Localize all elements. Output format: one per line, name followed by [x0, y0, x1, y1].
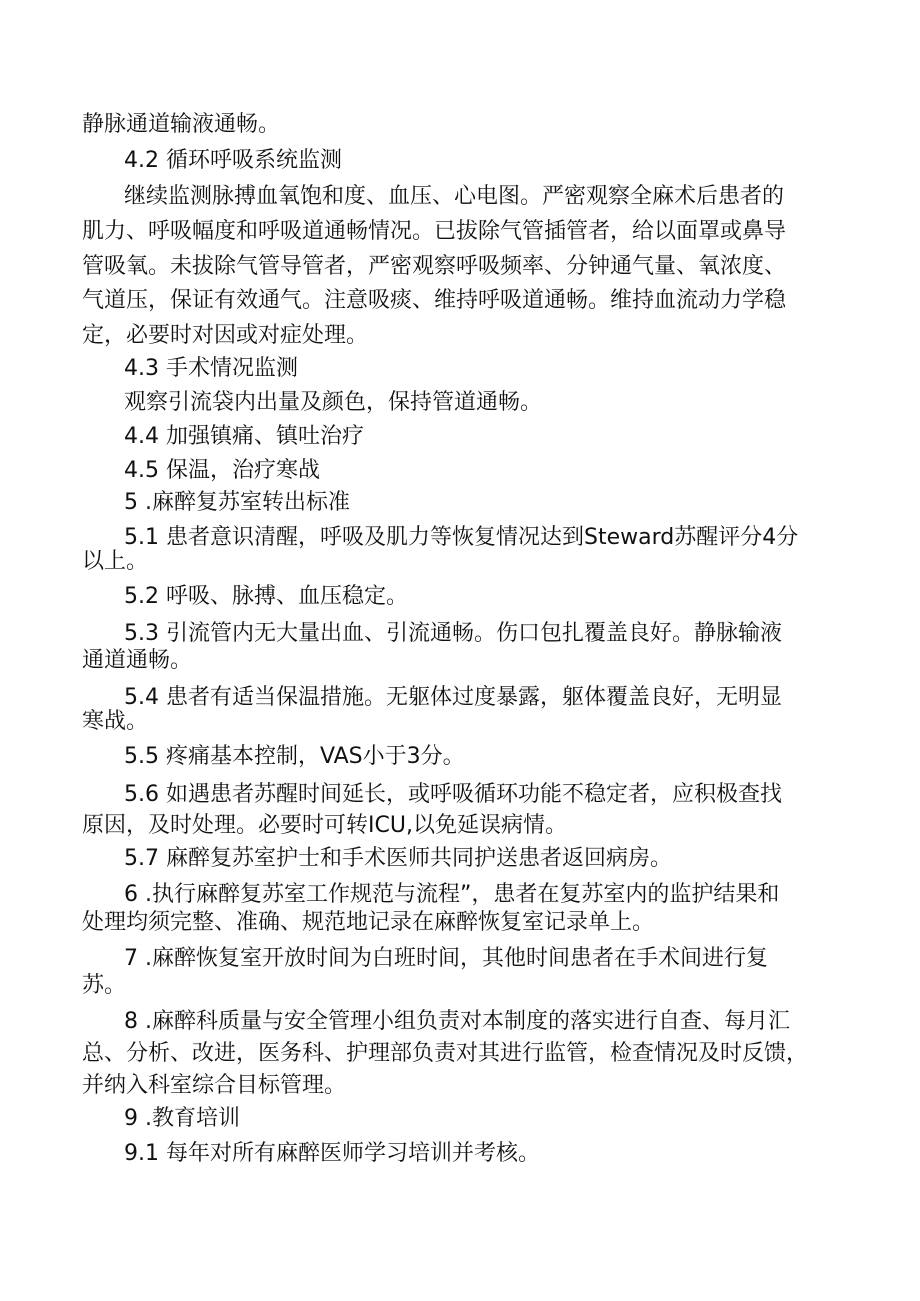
text-line: 9.1 每年对所有麻醉医师学习培训并考核。: [124, 1141, 540, 1166]
text-line: 通道通畅。: [82, 648, 193, 673]
text-line: 并纳入科室综合目标管理。: [82, 1073, 347, 1098]
text-line: 肌力、呼吸幅度和呼吸道通畅情况。已拔除气管插管者，给以面罩或鼻导: [82, 219, 787, 244]
text-line: 5.6 如遇患者苏醒时间延长，或呼吸循环功能不稳定者，应积极查找: [124, 782, 782, 807]
text-line: 继续监测脉搏血氧饱和度、血压、心电图。严密观察全麻术后患者的: [124, 184, 785, 209]
text-line: 苏。: [82, 973, 127, 998]
text-line: 气道压，保证有效通气。注意吸痰、维持呼吸道通畅。维持血流动力学稳: [82, 288, 787, 313]
text-line: 5.2 呼吸、脉搏、血压稳定。: [124, 584, 408, 609]
text-line: 总、分析、改进，医务科、护理部负责对其进行监管，检查情况及时反馈，: [82, 1041, 809, 1066]
section-heading: 5 .麻醉复苏室转出标准: [124, 490, 350, 515]
text-line: 静脉通道输液通畅。: [82, 112, 281, 137]
text-line: 5.5 疼痛基本控制，VAS小于3分。: [124, 744, 465, 769]
text-line: 7 .麻醉恢复室开放时间为白班时间，其他时间患者在手术间进行复: [124, 946, 768, 971]
text-line: 以上。: [82, 549, 149, 574]
text-line: 观察引流袋内出量及颜色，保持管道通畅。: [124, 390, 543, 415]
section-heading: 9 .教育培训: [124, 1106, 240, 1131]
section-heading: 4.5 保温，治疗寒战: [124, 458, 320, 483]
section-heading: 4.2 循环呼吸系统监测: [124, 148, 342, 173]
text-line: 管吸氧。未拔除气管导管者，严密观察呼吸频率、分钟通气量、氧浓度、: [82, 254, 787, 279]
text-line: 5.4 患者有适当保温措施。无躯体过度暴露，躯体覆盖良好，无明显: [124, 685, 782, 710]
text-line: 5.7 麻醉复苏室护士和手术医师共同护送患者返回病房。: [124, 846, 672, 871]
text-line: 5.3 引流管内无大量出血、引流通畅。伤口包扎覆盖良好。静脉输液: [124, 621, 782, 646]
text-line: 寒战。: [82, 709, 149, 734]
section-heading: 4.4 加强镇痛、镇吐治疗: [124, 424, 364, 449]
text-line: 6 .执行麻醉复苏室工作规范与流程”，患者在复苏室内的监护结果和: [124, 882, 780, 907]
text-line: 处理均须完整、准确、规范地记录在麻醉恢复室记录单上。: [82, 910, 655, 935]
text-line: 5.1 患者意识清醒，呼吸及肌力等恢复情况达到Steward苏醒评分4分: [124, 525, 799, 550]
section-heading: 4.3 手术情况监测: [124, 356, 298, 381]
text-line: 8 .麻醉科质量与安全管理小组负责对本制度的落实进行自查、每月汇: [124, 1009, 790, 1034]
text-line: 定，必要时对因或对症处理。: [82, 323, 369, 348]
text-line: 原因，及时处理。必要时可转ICU,以免延误病情。: [82, 813, 567, 838]
